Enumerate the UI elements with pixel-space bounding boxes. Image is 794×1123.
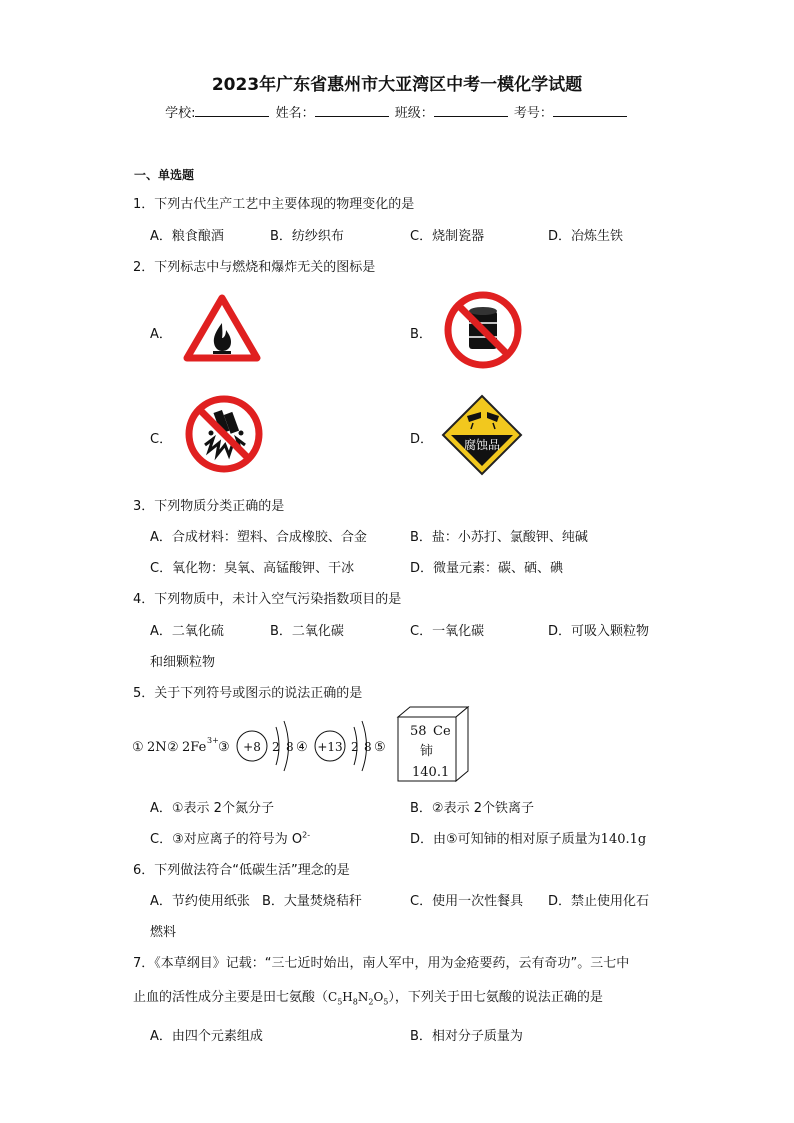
school-label: 学校: xyxy=(165,106,196,121)
no-oil-drum-sign-icon[interactable] xyxy=(442,289,524,371)
q5-option-d-value: 140.1g xyxy=(600,832,647,847)
corrosive-sign-icon[interactable] xyxy=(441,394,523,476)
corrosive-sign-text: 腐蚀品 xyxy=(463,438,501,452)
marker-2: ② xyxy=(167,740,179,755)
marker-3: ③ xyxy=(218,740,230,755)
q4-option-c[interactable]: C．一氧化碳 xyxy=(410,624,485,639)
tianqi-formula xyxy=(328,990,389,1007)
question-1-stem: 1．下列古代生产工艺中主要体现的物理变化的是 xyxy=(133,197,415,212)
q6-option-b[interactable]: B．大量焚烧秸秆 xyxy=(262,894,362,909)
q7-stem-post: ），下列关于田七氨酸的说法正确的是 xyxy=(388,990,603,1005)
question-4-stem: 4．下列物质中，未计入空气污染指数项目的是 xyxy=(133,592,402,607)
marker-5: ⑤ xyxy=(374,740,386,755)
no-fireworks-sign-icon[interactable] xyxy=(183,393,265,475)
q5-option-a[interactable]: A．①表示 2个氮分子 xyxy=(150,801,274,816)
cube-element-name: 铈 xyxy=(420,744,434,759)
formula-o: O xyxy=(373,990,384,1004)
q2-option-a[interactable]: A． xyxy=(150,327,172,342)
question-7-stem-line-2 xyxy=(133,986,603,1006)
cerium-element-cube xyxy=(398,707,468,781)
q4-option-a[interactable]: A．二氧化硫 xyxy=(150,624,224,639)
school-field[interactable] xyxy=(195,104,269,117)
section-title: 一、单选题 xyxy=(134,168,195,182)
page-title: 2023年广东省惠州市大亚湾区中考一模化学试题 xyxy=(211,75,583,95)
exam-no-label: 考号： xyxy=(513,106,553,121)
q5-option-b[interactable]: B．②表示 2个铁离子 xyxy=(410,801,534,816)
q5-option-c-charge: 2- xyxy=(302,830,311,840)
marker-1: ① xyxy=(132,740,144,755)
formula-h-count: 8 xyxy=(352,997,358,1007)
atom-3-shell-1-electrons: 2 xyxy=(272,740,280,754)
q1-option-c[interactable]: C．烧制瓷器 xyxy=(410,229,485,244)
question-5-stem: 5．关于下列符号或图示的说法正确的是 xyxy=(133,686,363,701)
q3-option-d[interactable]: D．微量元素：碳、硒、碘 xyxy=(410,561,564,576)
q5-option-d[interactable] xyxy=(410,828,646,847)
name-label: 姓名： xyxy=(275,106,315,121)
formula-n: N xyxy=(357,990,369,1004)
formula-o-count: 5 xyxy=(383,997,389,1007)
q4-option-d[interactable]: D．可吸入颗粒物 xyxy=(548,624,650,639)
q2-option-b[interactable]: B． xyxy=(410,327,432,342)
cube-atomic-mass: 140.1 xyxy=(412,765,450,780)
atom-3-charge: +8 xyxy=(243,740,261,754)
q5-diagram xyxy=(130,705,480,785)
q2-option-c[interactable]: C． xyxy=(150,432,173,447)
student-info-line xyxy=(0,102,794,121)
q6-option-c[interactable]: C．使用一次性餐具 xyxy=(410,894,524,909)
question-2-stem: 2．下列标志中与燃烧和爆炸无关的图标是 xyxy=(133,260,376,275)
q5-option-d-text: D．由⑤可知铈的相对原子质量为 xyxy=(410,832,601,847)
cube-symbol: Ce xyxy=(433,724,451,739)
atom-4-shell-2-electrons: 8 xyxy=(364,740,372,754)
q5-option-c-text: C．③对应离子的符号为 O xyxy=(150,832,303,847)
q3-option-c[interactable]: C．氧化物：臭氧、高锰酸钾、干冰 xyxy=(150,561,355,576)
q4-option-d-continuation: 和细颗粒物 xyxy=(150,655,216,670)
atom-4-shell-1-electrons: 2 xyxy=(351,740,359,754)
q4-option-b[interactable]: B．二氧化碳 xyxy=(270,624,344,639)
symbol-fe-charge: 3+ xyxy=(207,736,219,745)
atom-3-shell-2-electrons: 8 xyxy=(286,740,294,754)
q7-option-a[interactable]: A．由四个元素组成 xyxy=(150,1029,263,1044)
q7-stem-pre: 止血的活性成分主要是田七氨酸（ xyxy=(133,990,329,1005)
formula-n-count: 2 xyxy=(368,997,374,1007)
question-7-stem-line-1: 7．《本草纲目》记载：“三七近时始出，南人军中，用为金疮要药，云有奇功”。三七中 xyxy=(133,956,630,971)
q1-option-a[interactable]: A．粮食酿酒 xyxy=(150,229,224,244)
q5-option-c[interactable] xyxy=(150,828,310,847)
q1-option-b[interactable]: B．纺纱织布 xyxy=(270,229,344,244)
atom-4-charge: +13 xyxy=(317,740,343,754)
class-label: 班级： xyxy=(394,106,434,121)
q1-option-d[interactable]: D．冶炼生铁 xyxy=(548,229,624,244)
class-field[interactable] xyxy=(434,104,508,117)
q6-option-d[interactable]: D．禁止使用化石 xyxy=(548,894,650,909)
formula-c: C xyxy=(328,990,338,1004)
q3-option-b[interactable]: B．盐：小苏打、氯酸钾、纯碱 xyxy=(410,530,588,545)
q2-option-d[interactable]: D． xyxy=(410,432,434,447)
q6-option-a[interactable]: A．节约使用纸张 xyxy=(150,894,250,909)
formula-h: H xyxy=(342,990,353,1004)
cube-atomic-number: 58 xyxy=(410,724,427,739)
name-field[interactable] xyxy=(315,104,389,117)
symbol-2fe: 2Fe xyxy=(182,740,207,755)
q3-option-a[interactable]: A．合成材料：塑料、合成橡胶、合金 xyxy=(150,530,367,545)
question-3-stem: 3．下列物质分类正确的是 xyxy=(133,499,285,514)
exam-no-field[interactable] xyxy=(553,104,627,117)
q6-option-d-continuation: 燃料 xyxy=(150,925,177,940)
flammable-sign-icon[interactable] xyxy=(183,293,261,363)
question-6-stem: 6．下列做法符合“低碳生活”理念的是 xyxy=(133,863,350,878)
symbol-2n: 2N xyxy=(147,740,167,755)
marker-4: ④ xyxy=(296,740,308,755)
formula-c-count: 5 xyxy=(337,997,343,1007)
q7-option-b[interactable]: B．相对分子质量为 xyxy=(410,1029,523,1044)
